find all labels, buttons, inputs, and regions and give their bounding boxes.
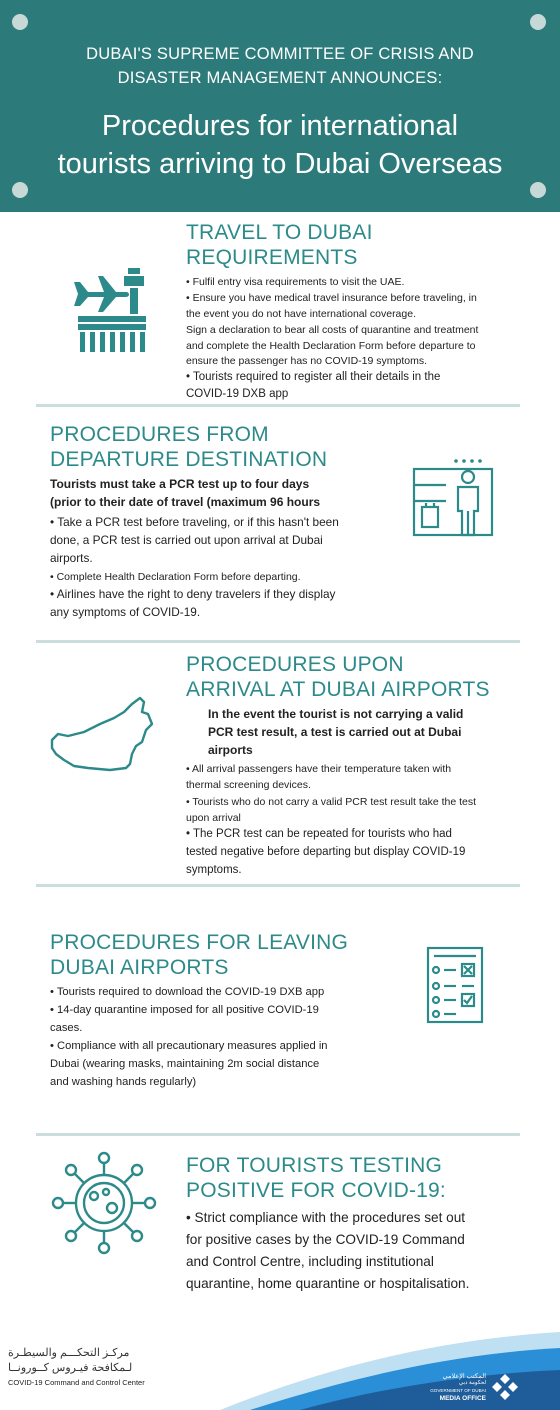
header-banner: [0, 0, 560, 212]
bold-line: (prior to their date of travel (maximum 96 hours: [50, 495, 321, 509]
section-title-line: REQUIREMENTS: [186, 246, 358, 269]
uae-map-icon: [48, 694, 154, 774]
media-office-logo-icon: [490, 1372, 520, 1402]
footer-left-english: COVID-19 Command and Control Center: [8, 1378, 145, 1387]
corner-dot: [530, 14, 546, 30]
footer-right-arabic: لحكومة دبي: [458, 1380, 486, 1386]
corner-dot: [530, 182, 546, 198]
body-line: • Strict compliance with the procedures set out: [186, 1210, 466, 1225]
header-title-line: Procedures for international: [101, 110, 459, 142]
body-line: thermal screening devices.: [186, 779, 311, 791]
bold-line: Tourists must take a PCR test up to four days: [50, 477, 310, 491]
header-subtitle-line: DISASTER MANAGEMENT ANNOUNCES:: [117, 69, 443, 87]
body-line: • 14-day quarantine imposed for all positive COVID-19: [50, 1004, 319, 1016]
body-line: • Fulfil entry visa requirements to visit the UAE.: [186, 276, 405, 288]
body-line: • Ensure you have medical travel insurance before traveling, in: [186, 292, 477, 304]
section-title-line: TRAVEL TO DUBAI: [186, 221, 373, 244]
section-title-line: DUBAI AIRPORTS: [50, 956, 229, 979]
traveler-luggage-icon: [412, 455, 494, 539]
body-line: the event you do not have international coverage.: [186, 308, 416, 320]
section-title-line: PROCEDURES FOR LEAVING: [50, 931, 349, 954]
body-line: • Airlines have the right to deny travelers if they display: [50, 587, 336, 601]
corner-dot: [12, 14, 28, 30]
section-title-line: PROCEDURES FROM: [50, 423, 269, 446]
section-divider: [36, 404, 520, 407]
body-line: • Complete Health Declaration Form before departing.: [50, 571, 301, 583]
body-line: for positive cases by the COVID-19 Command: [186, 1232, 465, 1247]
header-subtitle-line: DUBAI'S SUPREME COMMITTEE OF CRISIS AND: [86, 45, 474, 63]
footer-left-arabic: مركـز التحكـــم والسيطـرة: [8, 1347, 130, 1359]
section-divider: [36, 640, 520, 643]
section-title-line: POSITIVE FOR COVID-19:: [186, 1179, 446, 1202]
body-line: symptoms.: [186, 864, 242, 876]
footer-right-arabic: المكتب الإعلامي: [442, 1373, 486, 1380]
body-line: airports.: [50, 551, 93, 565]
body-line: • The PCR test can be repeated for tourists who had: [186, 828, 452, 840]
body-line: and washing hands regularly): [50, 1076, 197, 1088]
footer-right-english: MEDIA OFFICE: [439, 1395, 486, 1402]
section-title-line: ARRIVAL AT DUBAI AIRPORTS: [186, 678, 490, 701]
body-line: upon arrival: [186, 812, 241, 824]
section-title-line: FOR TOURISTS TESTING: [186, 1154, 443, 1177]
body-line: tested negative before departing but display COVID-19: [186, 846, 466, 858]
body-line: • Take a PCR test before traveling, or if this hasn't been: [50, 515, 339, 529]
footer-left-arabic: لـمكافحة فيـروس كــورونــا: [8, 1362, 133, 1374]
virus-icon: [48, 1150, 160, 1256]
body-line: Dubai (wearing masks, maintaining 2m social distance: [50, 1058, 320, 1070]
bold-line: In the event the tourist is not carrying a valid: [208, 707, 464, 721]
body-line: Sign a declaration to bear all costs of quarantine and treatment: [186, 324, 479, 336]
body-line: and complete the Health Declaration Form before departure to: [186, 340, 476, 352]
section-title-line: DEPARTURE DESTINATION: [50, 448, 328, 471]
bold-line: airports: [208, 743, 253, 757]
body-line: cases.: [50, 1022, 83, 1034]
airport-tower-plane-icon: [70, 268, 150, 354]
footer-right-english: GOVERNMENT OF DUBAI: [430, 1388, 486, 1393]
body-line: • Tourists required to download the COVID-19 DXB app: [50, 986, 325, 998]
body-line: • Compliance with all precautionary measures applied in: [50, 1040, 328, 1052]
body-line: any symptoms of COVID-19.: [50, 605, 201, 619]
section-divider: [36, 884, 520, 887]
body-line: and Control Centre, including institutional: [186, 1254, 434, 1269]
body-line: done, a PCR test is carried out upon arrival at Dubai: [50, 533, 323, 547]
body-line: • All arrival passengers have their temperature taken with: [186, 763, 452, 775]
body-line: ensure the passenger has no COVID-19 symptoms.: [186, 355, 428, 367]
body-line: • Tourists required to register all their details in the: [186, 371, 441, 383]
section-divider: [36, 1133, 520, 1136]
bold-line: PCR test result, a test is carried out at Dubai: [208, 725, 462, 739]
section-title-line: PROCEDURES UPON: [186, 653, 404, 676]
header-title-line: tourists arriving to Dubai Overseas: [57, 148, 503, 180]
body-line: quarantine, home quarantine or hospitalisation.: [186, 1276, 470, 1291]
corner-dot: [12, 182, 28, 198]
body-line: • Tourists who do not carry a valid PCR test result take the test: [186, 796, 477, 808]
body-line: COVID-19 DXB app: [186, 388, 289, 400]
checklist-icon: [426, 946, 484, 1024]
